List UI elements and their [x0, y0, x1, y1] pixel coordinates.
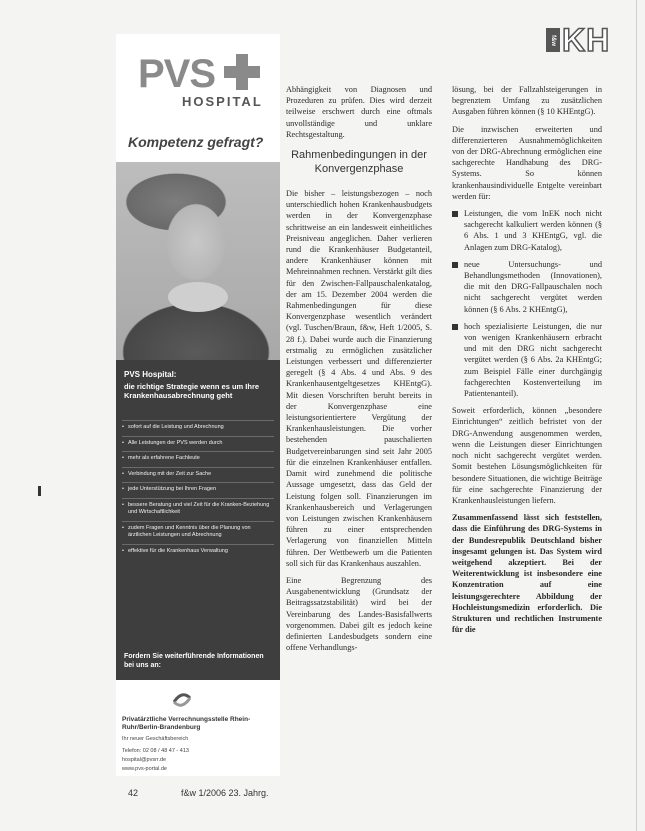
- panel-title: PVS Hospital:: [124, 370, 177, 379]
- cross-icon: [224, 54, 260, 90]
- logo-subtitle: HOSPITAL: [182, 94, 263, 109]
- margin-mark: [38, 486, 41, 496]
- pvs-emblem-icon: [170, 688, 194, 712]
- list-item: • bessere Beratung und viel Zeit für die Kranken-Beziehung und Wirtschaftlichkeit: [122, 498, 274, 521]
- article-column-2: [452, 84, 602, 641]
- bullet-item: Leistungen, die vom InEK noch nicht sachgerecht kalkuliert werden können (§ 6 Abs. 1 und 3 KHEntgG, vgl. die Anlagen zum DRG-Katalog),: [452, 208, 602, 253]
- address-website: www.pvs-portal.de: [122, 766, 167, 772]
- ad-tagline: Kompetenz gefragt?: [128, 134, 264, 150]
- paragraph: lösung, bei der Fallzahlsteigerungen in begrenztem Umfang zu zusätzlichen Ausgaben führen können (§ 10 KHEntgG).: [452, 85, 602, 117]
- address-email: hospital@pvsrr.de: [122, 757, 167, 763]
- list-item: • sofort auf die Leistung und Abrechnung: [122, 420, 274, 436]
- page-number: 42: [128, 788, 139, 798]
- list-item: • effektive für die Krankenhaus Verwaltung: [122, 544, 274, 560]
- paragraph: Eine Begrenzung des Ausgabenentwicklung (Grundsatz der Beitragssatzstabilität) wird bei der Vereinbarung des Landes-Basisfallwerts vorgenommen. Dabei gilt es jedoch keine definierten Landesbudgets sondern eine offene Verhandlungs-: [286, 575, 432, 653]
- address-title: Privatärztliche Verrechnungsstelle Rhein-Ruhr/Berlin-Brandenburg: [122, 716, 251, 731]
- photo-hands: [168, 282, 228, 312]
- issue-info: f&w 1/2006 23. Jahrg.: [181, 788, 269, 798]
- paragraph: Die bisher – leistungsbezogen – noch unterschiedlich hohen Krankenhausbudgets werden in der Konvergenzphase schrittweise an ein landesweit einheitliches Preisniveau angeglichen. Daher verlieren rund die Krankenhäuser Budgetanteil, andere Krankenhäuser können mit Mehreinnahmen rechnen. Verstärkt gilt dies für den Zwischen-Fallpauschalenkatalog, der am 15. Dezember 2004 werden die Rahmenbedingungen für diese Konvergenzphase wesentlich verändert (vgl. Tuschen/Braun, f&w, Heft 1/2005, S. 28 f.). Dabei wurde auch die Finanzierung erstmalig zu ermöglichen zusätzlicher Leistungen verbessert und differenzierter geregelt (§ 4 Abs. 4 und Abs. 9 des Krankenhausentgeltgesetzes KHEntgG). Mit diesen Vorschriften beruht bereits in der Konvergenzphase eine leistungsorientiertere Vergütung der Krankenhausleistungen. Die vorher bestehenden pauschalierten Budgetvereinbarungen sind seit Jahr 2005 für die einzelnen Krankenhäuser entfallen. Damit wird zunehmend die politische Aussage umgesetzt, dass das Geld der Leistung folgen soll. Finanzierungen im Krankenhausbereich und Verlagerungen von Leistungen zwischen Krankenhäusern führen zu einer entsprechenden Verlagerung von finanziellen Mitteln führen. Der Wettbewerb um die Patienten soll sich für das Krankenhaus auszahlen.: [286, 189, 432, 568]
- logo-word: PVS: [138, 52, 216, 96]
- address-phone: Telefon: 02 08 / 48 47 - 413: [122, 748, 189, 754]
- page-edge: [636, 0, 637, 831]
- summary-paragraph: Zusammenfassend lässt sich feststellen, dass die Einführung des DRG-Systems in der Bundesrepublik Deutschland bisher insgesamt gelungen ist. Das System wird weitgehend akzeptiert. Bei der Weiterentwicklung ist insbesondere eine Konzentration auf eine leistungsgerechtere Abbildung der Hochleistungsmedizin erforderlich. Die Strukturen und rechtlichen Instrumente für die: [452, 513, 602, 635]
- panel-footer: Fordern Sie weiterführende Informationen bei uns an:: [124, 653, 264, 669]
- address-line: Ihr neuer Geschäftsbereich: [122, 736, 189, 742]
- list-item: • jede Unterstützung bei Ihren Fragen: [122, 482, 274, 498]
- ad-info-panel: [116, 360, 280, 680]
- bullet-item: hoch spezialisierte Leistungen, die nur von wenigen Krankenhäusern erbracht und mit den DRG nicht sachgerecht vergütet werden (§ 6 Abs. 2a KHEntgG; zum Beispiel Fälle einer durchgängig fachgerechten Kostenverteilung im Patientenanteil).: [452, 321, 602, 399]
- portrait-photo: [116, 162, 280, 360]
- kh-logo-letters: KH: [562, 22, 611, 58]
- ad-benefit-list: [122, 420, 274, 559]
- article-column-1: [286, 84, 432, 659]
- fw-kh-logo: [546, 22, 630, 58]
- section-subheading: Rahmenbedingungen in der Konvergenzphase: [291, 149, 427, 176]
- list-item: • Verbindung mit der Zeit zur Sache: [122, 467, 274, 483]
- list-item: • zudem Fragen und Kenntnis über die Planung von ärztlichen Leistungen und Abrechnung: [122, 521, 274, 544]
- fw-logo-mark: f&w: [546, 28, 560, 52]
- list-item: • mehr als erfahrene Fachleute: [122, 451, 274, 467]
- pvs-hospital-logo: [124, 52, 274, 110]
- ad-address-block: [116, 680, 280, 776]
- bullet-item: neue Untersuchungs- und Behandlungsmethoden (Innovationen), die mit den DRG-Fallpauschalen noch nicht sachgerecht vergütet werden können (§ 6 Abs. 2 KHEntgG),: [452, 259, 602, 315]
- paragraph: Die inzwischen erweiterten und differenzierteren Ausnahmemöglichkeiten von der DRG-Abrechnung ermöglichen eine sachgerechte Handhabung des DRG-Systems. So können krankenhausindividuelle Entgelte vereinbart werden für:: [452, 124, 602, 201]
- panel-subtitle: die richtige Strategie wenn es um Ihre Krankenhausabrechnung geht: [124, 382, 260, 400]
- list-item: • Alle Leistungen der PVS werden durch: [122, 436, 274, 452]
- paragraph: Abhängigkeit von Diagnosen und Prozeduren zu prüfen. Dies wird derzeit teilweise erschwert durch eine oftmals unvollständige und unklare Rechtsgestaltung.: [286, 85, 432, 139]
- paragraph: Soweit erforderlich, können „besondere Einrichtungen“ zeitlich befristet von der DRG-Anwendung ausgenommen werden, wenn die Leistungen dieser Einrichtungen noch nicht sachgerecht vergütet werden. Somit bestehen Lösungsmöglichkeiten für besondere Situationen, die wichtige Beiträge für eine sachgerechte Finanzierung der Krankenhausleistungen liefern.: [452, 406, 602, 505]
- pvs-advertisement: [116, 34, 280, 776]
